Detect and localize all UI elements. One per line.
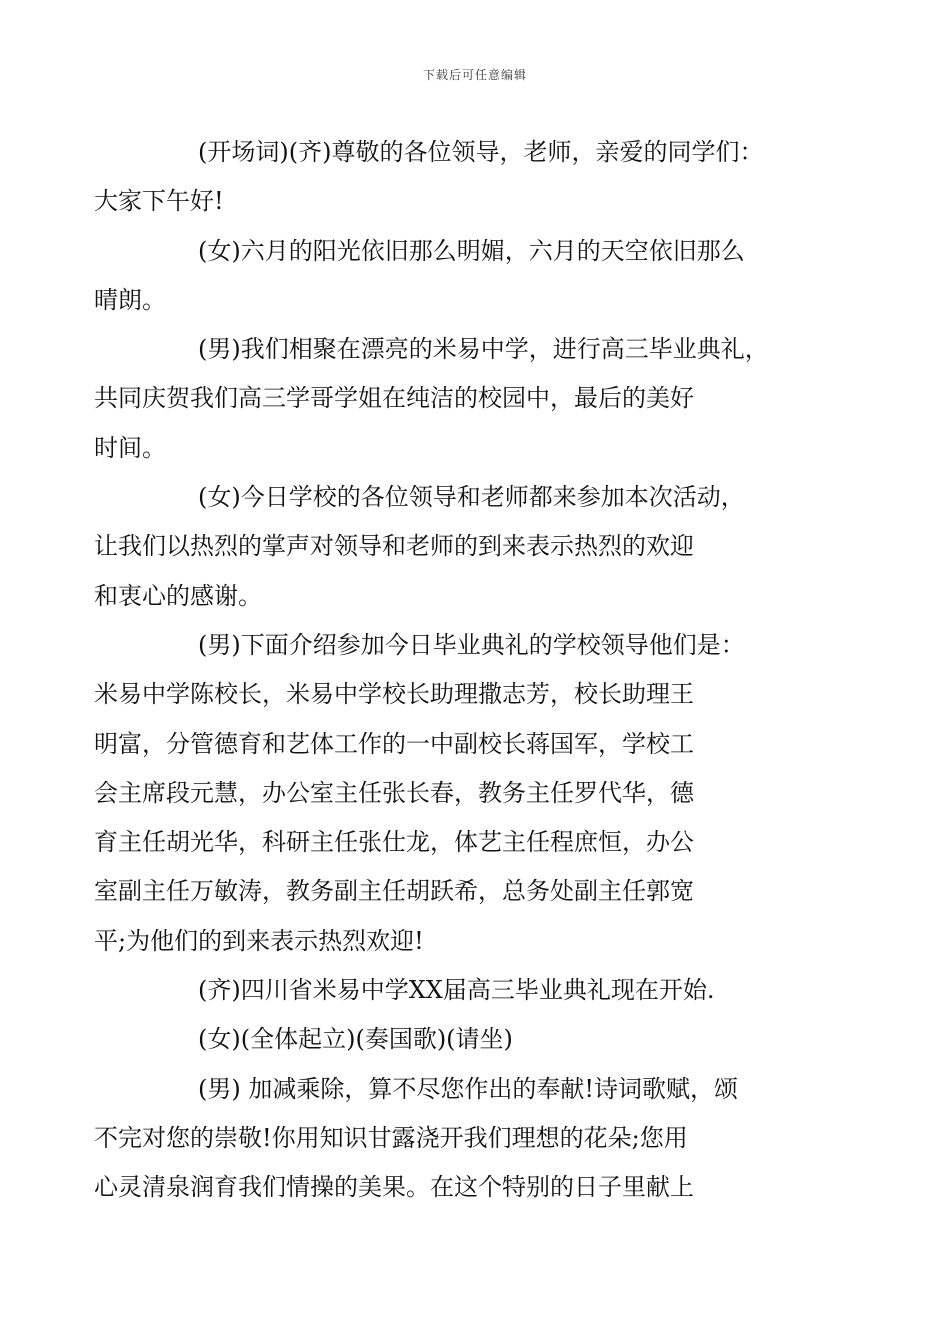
text-line: 晴朗。: [94, 285, 166, 314]
text-line: (女)六月的阳光依旧那么明媚，六月的天空依旧那么: [198, 236, 745, 265]
text-line: (女)今日学校的各位领导和老师都来参加本次活动，: [198, 483, 745, 512]
text-line: 心灵清泉润育我们情操的美果。在这个特别的日子里献上: [94, 1173, 694, 1202]
paragraph-male-1: [94, 325, 816, 473]
document-body: [94, 128, 816, 1213]
text-line: 室副主任万敏涛，教务副主任胡跃希，总务处副主任郭宽: [94, 877, 694, 906]
text-line: 共同庆贺我们高三学哥学姐在纯洁的校园中，最后的美好: [94, 384, 694, 413]
paragraph-female-1: [94, 227, 816, 326]
text-line: 大家下午好!: [94, 187, 224, 216]
text-line: (齐)四川省米易中学XX届高三毕业典礼现在开始.: [198, 976, 715, 1005]
text-line: 明富，分管德育和艺体工作的一中副校长蒋国军，学校工: [94, 729, 694, 758]
paragraph-opening: [94, 128, 816, 227]
text-line: 育主任胡光华，科研主任张仕龙，体艺主任程庶恒，办公: [94, 828, 694, 857]
text-line: 不完对您的崇敬!你用知识甘露浇开我们理想的花朵;您用: [94, 1123, 688, 1152]
text-line: 和衷心的感谢。: [94, 581, 262, 610]
text-line: (男) 加减乘除，算不尽您作出的奉献!诗词歌赋，颂: [198, 1074, 738, 1103]
paragraph-female-2: [94, 473, 816, 621]
text-line: (男)我们相聚在漂亮的米易中学，进行高三毕业典礼，: [198, 335, 769, 364]
text-line: (女)(全体起立)(奏国歌)(请坐): [198, 1025, 513, 1054]
paragraph-opening-declaration: [146, 966, 816, 1015]
text-line: (男)下面介绍参加今日毕业典礼的学校领导他们是：: [198, 630, 745, 659]
paragraph-leaders-intro: [94, 621, 816, 966]
text-line: 平;为他们的到来表示热烈欢迎!: [94, 926, 424, 955]
text-line: 会主席段元慧，办公室主任张长春，教务主任罗代华，德: [94, 778, 694, 807]
text-line: 米易中学陈校长，米易中学校长助理撒志芳，校长助理王: [94, 680, 694, 709]
page-header: 下载后可任意编辑: [422, 68, 527, 82]
paragraph-tribute: [94, 1065, 816, 1213]
text-line: 让我们以热烈的掌声对领导和老师的到来表示热烈的欢迎: [94, 532, 694, 561]
text-line: (开场词)(齐)尊敬的各位领导，老师，亲爱的同学们：: [198, 138, 764, 166]
text-line: 时间。: [94, 433, 166, 462]
paragraph-anthem: [146, 1015, 816, 1064]
